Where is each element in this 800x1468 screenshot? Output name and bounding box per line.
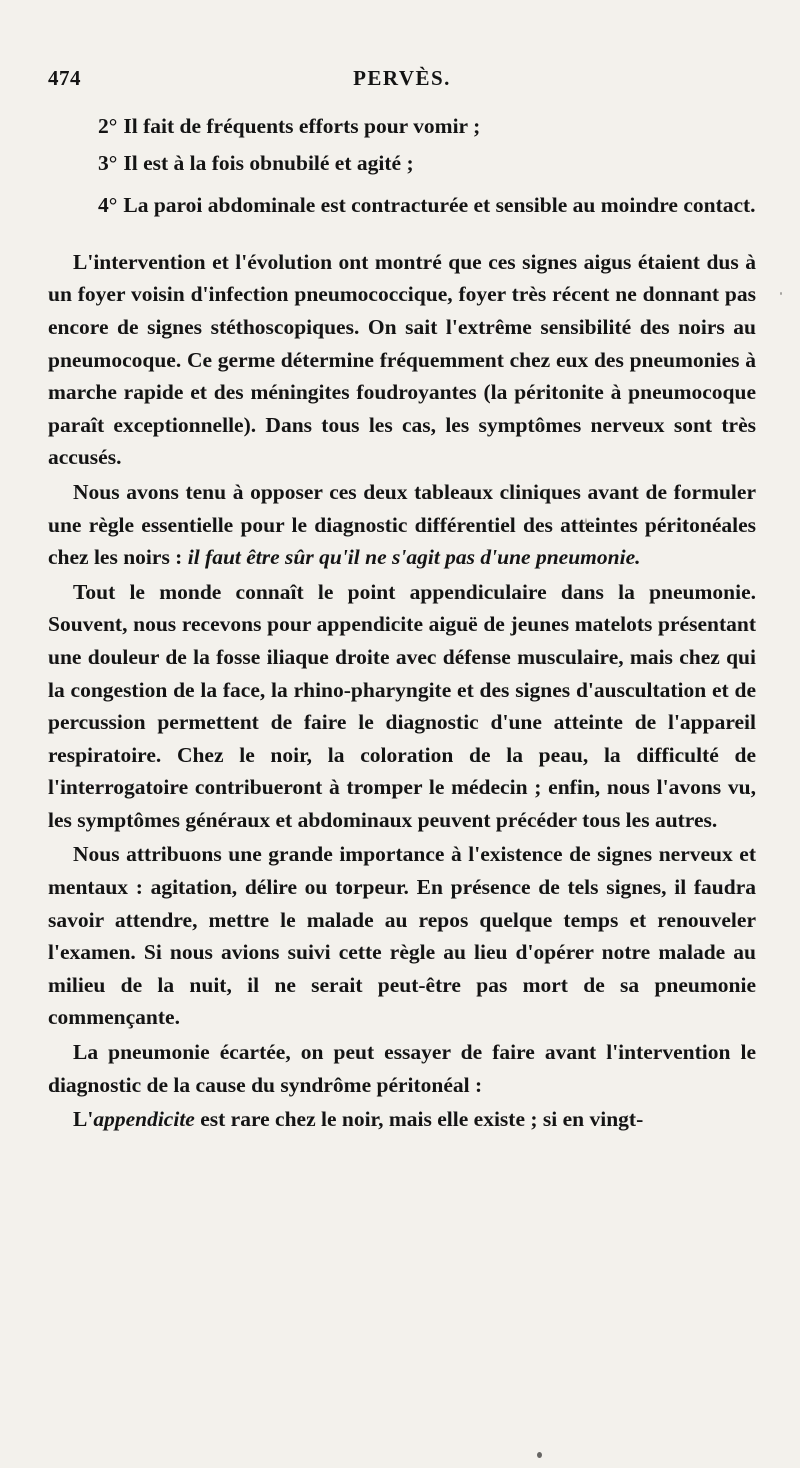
paragraph: L'intervention et l'évolution ont montré que ces signes aigus étaient dus à un foyer voisin d'infection pneumococcique, foyer très récent ne donnant pas encore de signes stéthoscopiques. On sait l'extrême sensibilité des noirs au pneumocoque. Ce germe détermine fréquemment chez eux des pneumonies à marche rapide et des méningites foudroyantes (la péritonite à pneumocoque paraît exceptionnelle). Dans tous les cas, les symptômes nerveux sont très accusés.	[48, 249, 756, 470]
running-head: PERVÈS.	[353, 66, 451, 90]
list-item-number: 3°	[98, 150, 118, 175]
emphasized-rule: il faut être sûr qu'il ne s'agit pas d'une pneumonie.	[187, 545, 641, 570]
page-number: 474	[48, 66, 81, 90]
paragraph: Nous attribuons une grande importance à l'existence de signes nerveux et mentaux : agitation, délire ou torpeur. En présence de tels signes, il faudra savoir attendre, mettre le malade au repos quelque temps et renouveler l'examen. Si nous avions suivi cette règle au lieu d'opérer notre malade au milieu de la nuit, il ne serait peut-être pas mort de sa pneumonie commençante.	[48, 842, 756, 1030]
print-speck	[537, 1452, 542, 1458]
list-item	[48, 110, 756, 143]
list-item-text: Il est à la fois obnubilé et agité ;	[123, 150, 414, 175]
paragraph-text: Nous avons tenu à opposer ces deux tableaux cliniques avant de formuler une règle essentielle pour le diagnostic différentiel des atteintes péritonéales chez les noirs :	[48, 479, 756, 570]
print-speck	[585, 518, 587, 526]
list-item-text: Il fait de fréquents efforts pour vomir ;	[123, 114, 481, 138]
list-item-number: 4°	[98, 193, 118, 218]
paragraph	[48, 476, 756, 574]
list-item-text: La paroi abdominale est contracturée et sensible au moindre contact.	[123, 193, 756, 218]
print-speck	[780, 292, 782, 295]
list-item	[48, 147, 756, 180]
paragraph	[48, 1103, 756, 1136]
paragraph: La pneumonie écartée, on peut essayer de faire avant l'intervention le diagnostic de la cause du syndrôme péritonéal :	[48, 1040, 756, 1097]
list-item	[48, 189, 756, 222]
page-header	[48, 66, 756, 98]
list-item-number: 2°	[98, 114, 118, 138]
paragraph-text: est rare chez le noir, mais elle existe ; si en vingt-	[194, 1107, 644, 1132]
emphasized-term: appendicite	[93, 1107, 195, 1132]
body-text	[48, 110, 756, 1136]
paragraph: Tout le monde connaît le point appendiculaire dans la pneumonie. Souvent, nous recevons pour appendicite aiguë de jeunes matelots présentant une douleur de la fosse iliaque droite avec défense musculaire, mais chez qui la congestion de la face, la rhino-pharyngite et des signes d'auscultation et de percussion permettent de faire le diagnostic d'une atteinte de l'appareil respiratoire. Chez le noir, la coloration de la peau, la difficulté de l'interrogatoire contribueront à tromper le médecin ; enfin, nous l'avons vu, les symptômes généraux et abdominaux peuvent précéder tous les autres.	[48, 579, 756, 832]
paragraph-prefix: L'	[73, 1107, 94, 1132]
